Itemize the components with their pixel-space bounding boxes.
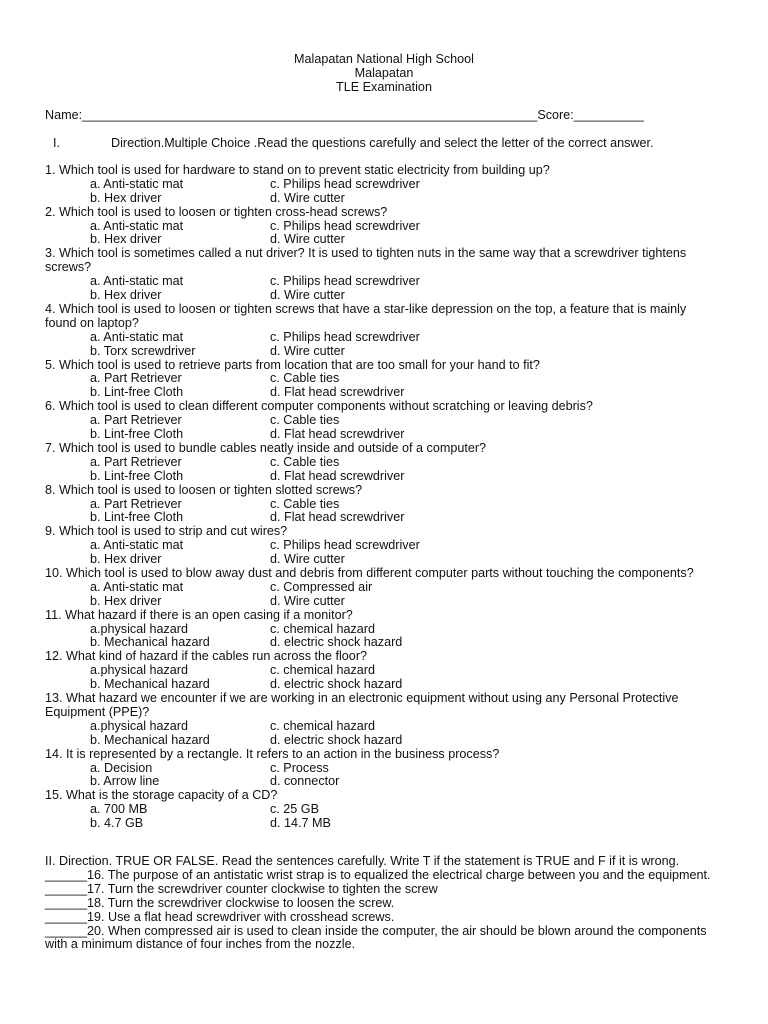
answer-option: c. Compressed air [270, 579, 373, 594]
option-row [45, 595, 715, 609]
question-text: 15. What is the storage capacity of a CD? [45, 788, 278, 803]
option-row [45, 456, 715, 470]
answer-option: a. Anti-static mat [90, 274, 184, 289]
exam-header [0, 52, 768, 94]
answer-option: b. Lint-free Cloth [90, 468, 184, 483]
option-row [45, 331, 715, 345]
question-item [45, 484, 715, 526]
answer-option: c. Cable ties [270, 496, 340, 511]
part2-direction: II. Direction. TRUE OR FALSE. Read the sentences carefully. Write T if the statement is TRUE and F if it is wrong. [45, 854, 680, 868]
answer-option: c. Cable ties [270, 371, 340, 386]
question-item [45, 789, 715, 831]
answer-option: a.physical hazard [90, 621, 189, 636]
answer-option: d. Wire cutter [270, 593, 345, 608]
answer-option: d. Flat head screwdriver [270, 427, 405, 442]
answer-option: c. Philips head screwdriver [270, 274, 420, 289]
option-row [45, 636, 715, 650]
option-row [45, 428, 715, 442]
option-row [45, 775, 715, 789]
answer-option: a. Decision [90, 760, 153, 775]
answer-option: d. electric shock hazard [270, 635, 403, 650]
answer-option: b. Arrow line [90, 774, 160, 789]
tf-item: ______17. Turn the screwdriver counter clockwise to tighten the screw [45, 881, 438, 896]
true-false-section [45, 855, 715, 952]
answer-option: a. Part Retriever [90, 454, 182, 469]
answer-option: c. Cable ties [270, 413, 340, 428]
option-row [45, 553, 715, 567]
option-row [45, 414, 715, 428]
option-row [45, 178, 715, 192]
answer-option: a. Part Retriever [90, 496, 182, 511]
option-row [45, 817, 715, 831]
answer-option: b. 4.7 GB [90, 816, 144, 831]
question-text: 1. Which tool is used for hardware to stand on to prevent static electricity from building up? [45, 163, 550, 177]
part1-direction [53, 136, 733, 150]
option-row [45, 275, 715, 289]
part1-direction-text: Direction.Multiple Choice .Read the questions carefully and select the letter of the correct answer. [111, 136, 654, 150]
answer-option: b. Lint-free Cloth [90, 510, 184, 525]
tf-item: ______19. Use a flat head screwdriver with crosshead screws. [45, 909, 395, 924]
question-item [45, 567, 715, 609]
option-row [45, 345, 715, 359]
option-row [45, 233, 715, 247]
answer-option: d. Wire cutter [270, 232, 345, 247]
answer-option: d. Wire cutter [270, 343, 345, 358]
answer-option: a. Anti-static mat [90, 579, 184, 594]
question-text: 14. It is represented by a rectangle. It refers to an action in the business process? [45, 746, 500, 761]
question-text: 7. Which tool is used to bundle cables neatly inside and outside of a computer? [45, 440, 487, 455]
answer-option: c. Process [270, 760, 329, 775]
answer-option: a. Part Retriever [90, 371, 182, 386]
answer-option: c. Philips head screwdriver [270, 538, 420, 553]
answer-option: c. chemical hazard [270, 663, 375, 678]
answer-option: c. chemical hazard [270, 621, 375, 636]
exam-title: TLE Examination [336, 80, 432, 94]
question-text: 9. Which tool is used to strip and cut wires? [45, 524, 288, 539]
school-town: Malapatan [354, 66, 414, 80]
question-item [45, 400, 715, 442]
question-item [45, 692, 715, 748]
answer-option: d. electric shock hazard [270, 677, 403, 692]
option-row [45, 192, 715, 206]
question-item [45, 164, 715, 206]
question-text: 5. Which tool is used to retrieve parts from location that are too small for your hand to fit? [45, 357, 540, 372]
tf-item: ______16. The purpose of an antistatic wrist strap is to equalized the electrical charge between you and the equipment. [45, 867, 711, 882]
answer-option: b. Lint-free Cloth [90, 427, 184, 442]
option-row [45, 220, 715, 234]
answer-option: c. Philips head screwdriver [270, 329, 420, 344]
question-text: 10. Which tool is used to blow away dust and debris from different computer parts without touching the components? [45, 566, 694, 580]
question-text: 6. Which tool is used to clean different computer components without scratching or leaving debris? [45, 399, 593, 414]
option-row [45, 581, 715, 595]
question-text: 4. Which tool is used to loosen or tighten screws that have a star-like depression on the top, a feature that is mainly found on laptop? [45, 301, 687, 330]
option-row [45, 762, 715, 776]
answer-option: d. Flat head screwdriver [270, 468, 405, 483]
answer-option: b. Mechanical hazard [90, 635, 210, 650]
answer-option: b. Mechanical hazard [90, 732, 210, 747]
question-item [45, 650, 715, 692]
option-row [45, 678, 715, 692]
answer-option: d. 14.7 MB [270, 816, 331, 831]
answer-option: a. Anti-static mat [90, 176, 184, 191]
answer-option: b. Hex driver [90, 552, 162, 567]
option-row [45, 803, 715, 817]
option-row [45, 623, 715, 637]
question-text: 8. Which tool is used to loosen or tighten slotted screws? [45, 482, 363, 497]
answer-option: c. chemical hazard [270, 718, 375, 733]
option-row [45, 539, 715, 553]
answer-option: d. Wire cutter [270, 288, 345, 303]
answer-option: b. Hex driver [90, 232, 162, 247]
answer-option: d. electric shock hazard [270, 732, 403, 747]
question-item [45, 609, 715, 651]
question-text: 11. What hazard if there is an open casing if a monitor? [45, 607, 353, 622]
answer-option: b. Hex driver [90, 288, 162, 303]
answer-option: b. Lint-free Cloth [90, 385, 184, 400]
question-text: 12. What kind of hazard if the cables run across the floor? [45, 649, 368, 664]
question-item [45, 206, 715, 248]
option-row [45, 664, 715, 678]
answer-option: b. Hex driver [90, 593, 162, 608]
option-row [45, 498, 715, 512]
question-item [45, 359, 715, 401]
part1-numeral: I. [53, 136, 60, 150]
answer-option: c. 25 GB [270, 802, 319, 817]
answer-option: d. Flat head screwdriver [270, 385, 405, 400]
answer-option: d. Flat head screwdriver [270, 510, 405, 525]
answer-option: a. Anti-static mat [90, 218, 184, 233]
answer-option: d. Wire cutter [270, 552, 345, 567]
answer-option: a. Anti-static mat [90, 329, 184, 344]
answer-option: a. 700 MB [90, 802, 148, 817]
option-row [45, 289, 715, 303]
option-row [45, 470, 715, 484]
option-row [45, 386, 715, 400]
school-name: Malapatan National High School [294, 52, 474, 66]
answer-option: c. Philips head screwdriver [270, 218, 420, 233]
question-item [45, 247, 715, 303]
question-item [45, 442, 715, 484]
option-row [45, 734, 715, 748]
answer-option: d. connector [270, 774, 340, 789]
question-item [45, 303, 715, 359]
name-score-line: Name:_________________________________________________________________Score:__________ [45, 108, 644, 122]
answer-option: c. Cable ties [270, 454, 340, 469]
question-text: 2. Which tool is used to loosen or tighten cross-head screws? [45, 204, 388, 219]
answer-option: b. Torx screwdriver [90, 343, 196, 358]
answer-option: c. Philips head screwdriver [270, 176, 420, 191]
tf-item: ______20. When compressed air is used to clean inside the computer, the air should be blown around the components with a minimum distance of four inches from the nozzle. [45, 923, 707, 952]
option-row [45, 511, 715, 525]
tf-item: ______18. Turn the screwdriver clockwise to loosen the screw. [45, 895, 395, 910]
question-text: 3. Which tool is sometimes called a nut driver? It is used to tighten nuts in the same way that a screwdriver tightens screws? [45, 246, 687, 275]
multiple-choice-list [45, 164, 715, 831]
answer-option: a.physical hazard [90, 718, 189, 733]
answer-option: a. Anti-static mat [90, 538, 184, 553]
answer-option: a.physical hazard [90, 663, 189, 678]
answer-option: d. Wire cutter [270, 190, 345, 205]
question-item [45, 748, 715, 790]
answer-option: b. Mechanical hazard [90, 677, 210, 692]
question-item [45, 525, 715, 567]
option-row [45, 720, 715, 734]
answer-option: b. Hex driver [90, 190, 162, 205]
answer-option: a. Part Retriever [90, 413, 182, 428]
question-text: 13. What hazard we encounter if we are working in an electronic equipment without using any Personal Protective Equipment (PPE)? [45, 691, 679, 719]
option-row [45, 372, 715, 386]
